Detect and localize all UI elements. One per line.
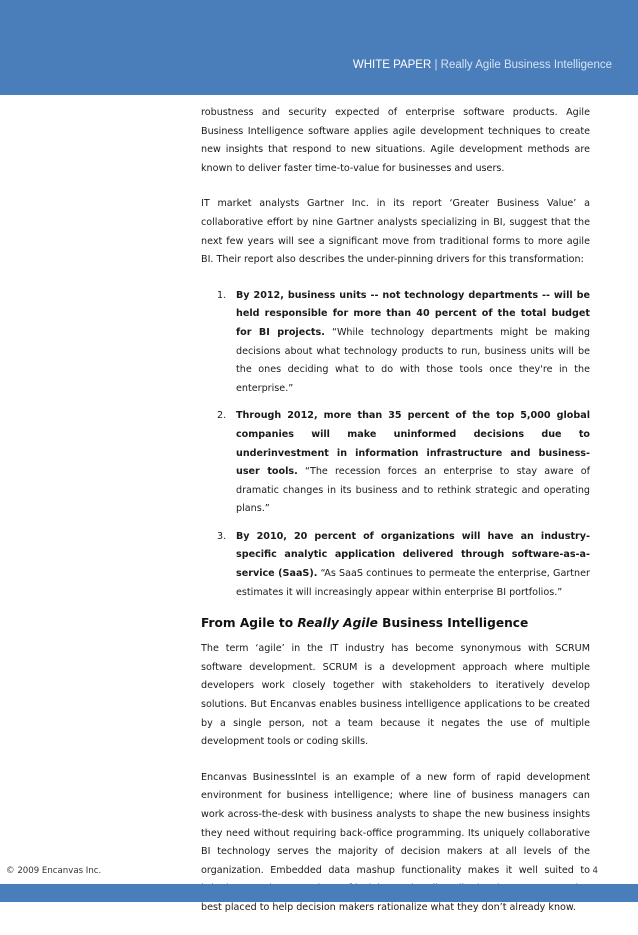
- drivers-list: [201, 287, 590, 603]
- list-number: 1.: [217, 289, 227, 301]
- list-item: [201, 287, 590, 399]
- page-content: [201, 104, 590, 935]
- list-item: [201, 528, 590, 602]
- title-bold: WHITE PAPER: [352, 59, 432, 71]
- section-heading: [201, 614, 590, 632]
- title-light: Really Agile Business Intelligence: [440, 59, 612, 71]
- list-item-text: “While technology departments might be making decisions about what technology products to run, business units will be the ones deciding what to do with those tools once they're in the enterprise.”: [236, 326, 590, 394]
- list-item-bold: Through 2012, more than 35 percent of the top 5,000 global companies will make uninformed decisions due to underinvestment in information infrastructure and business-user tools.: [236, 410, 590, 478]
- paragraph-4: Encanvas BusinessIntel is an example of a new form of rapid development environment for business intelligence; where line of business managers can work across-the-desk with business analysts to shape the new business insights they need without requiring back-office programming. Its uniquely collaborative BI technology serves the majority of decision makers at all levels of the organization. Embedded data mashup functionality makes it well suited to best placed to help decision makers rationalize what they don’t already know.: [201, 771, 590, 913]
- list-item-text: “The recession forces an enterprise to stay aware of dramatic changes in its business and to rethink strategic and operating plans.”: [236, 466, 590, 515]
- header-band: [0, 0, 638, 95]
- paragraph-3: The term ‘agile’ in the IT industry has become synonymous with SCRUM software development. SCRUM is a development approach where multiple developers work closely together with stakeholders to iteratively develop solutions. But Encanvas enables business intelligence applications to be created by a single person, not a team because it negates the use of multiple development tools or coding skills.: [201, 643, 590, 748]
- list-item: [201, 407, 590, 519]
- heading-part: From Agile to: [201, 616, 298, 631]
- heading-part: Business Intelligence: [377, 616, 529, 631]
- document-title: [353, 59, 612, 71]
- title-separator: |: [431, 59, 441, 71]
- footer-band: [0, 884, 638, 902]
- list-item-text: “As SaaS continues to permeate the enterprise, Gartner estimates it will increasingly appear within enterprise BI portfolios.”: [236, 568, 590, 598]
- list-number: 2.: [217, 410, 227, 422]
- heading-emphasis: Really Agile: [297, 616, 378, 631]
- list-item-bold: By 2010, 20 percent of organizations will have an industry-specific analytic application delivered through software-as-a-service (SaaS).: [236, 530, 590, 580]
- paragraph-1: robustness and security expected of enterprise software products. Agile Business Intelligence software applies agile development techniques to create new insights that respond to new situations. Agile development methods are known to deliver faster time-to-value for businesses and users.: [201, 107, 590, 174]
- list-number: 3.: [217, 530, 227, 542]
- paragraph-2: IT market analysts Gartner Inc. in its report ‘Greater Business Value’ a collaborative effort by nine Gartner analysts specializing in BI, suggest that the next few years will see a significant move from traditional forms to more agile BI. Their report also describes the under-pinning drivers for this transformation:: [201, 198, 590, 266]
- list-item-bold: By 2012, business units -- not technology departments -- will be held responsible for more than 40 percent of the total budget for BI projects.: [236, 289, 590, 338]
- page-number: 4: [592, 866, 598, 876]
- copyright: © 2009 Encanvas Inc.: [6, 866, 102, 876]
